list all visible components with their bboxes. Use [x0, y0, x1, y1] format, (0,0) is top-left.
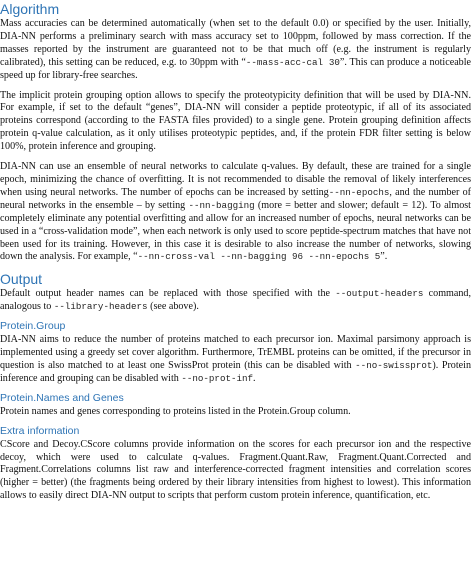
text-run: DIA-NN can use an ensemble of neural networks to calculate q-values. By default, these are trained for a single epoch, minimizing the chance of overfitting. It is not recommended to disable the removal of likely interferences when using neural networks. The number of epochs can be increased by setting [0, 161, 471, 198]
paragraph-neural-networks [0, 161, 471, 264]
text-run: ). Protein inference and grouping can be disabled with [0, 359, 471, 384]
paragraph-protein-names: Protein names and genes corresponding to proteins listed in the Protein.Group column. [0, 405, 351, 417]
text-run: command, analogous to [0, 288, 471, 313]
code-nn-bagging: --nn-bagging [188, 199, 255, 211]
paragraph-mass-accuracy [0, 18, 471, 83]
heading-extra-information: Extra information [0, 424, 80, 437]
paragraph-output-headers [0, 288, 471, 314]
code-no-prot-inf: --no-prot-inf [181, 372, 254, 384]
code-nn-cross-val: --nn-cross-val --nn-bagging 96 --nn-epochs 5 [137, 251, 381, 263]
text-run: . [253, 372, 256, 384]
text-run: Default output header names can be replaced with those specified with the [0, 288, 336, 300]
paragraph-extra-information: CScore and Decoy.CScore columns provide information on the scores for each precursor ion and the respective decoy, which were used to calculate q-values. Fragment.Quant.Raw, Fragment.Quant.Corrected and Fragment.Correlations columns list raw and interference-corrected fragment intensities and correlation scores (higher = better) (the fragments being ordered by their library intensities from highest to lowest). This information allows to easily direct DIA-NN output to scripts that perform custom protein inference, quantification, etc. [0, 438, 471, 502]
heading-protein-names: Protein.Names and Genes [0, 391, 124, 404]
heading-protein-group: Protein.Group [0, 320, 66, 333]
text-run: DIA-NN aims to reduce the number of proteins matched to each precursor ion. Maximal parsimony approach is implemented using a greedy set cover algorithm. Furthermore, TrEMBL proteins can be omitted, if the precursor in question is also matched to at least one SwissProt protein (this can be disabled with [0, 334, 471, 371]
text-run: , and the number of neural networks in the ensemble – by setting [0, 186, 471, 211]
code-no-swissprot: --no-swissprot [355, 359, 433, 371]
text-run: ”. This can produce a noticeable speed up for library-free searches. [0, 56, 472, 81]
text-run: (see above). [147, 301, 199, 313]
text-run: ”. [380, 251, 388, 263]
heading-algorithm: Algorithm [0, 1, 60, 17]
code-library-headers: --library-headers [53, 301, 148, 313]
paragraph-protein-grouping: The implicit protein grouping option allows to specify the proteotypicity definition that will be used by DIA-NN. For example, if set to the default “genes”, DIA-NN will consider a peptide proteotypic, if all of its associated proteins correspond (according to the FASTA files provided) to a single gene. Protein grouping definition affects protein q-value calculation, as it only utilises proteotypic peptides, and, if the protein FDR filter setting is below 100%, protein inference and grouping. [0, 89, 471, 153]
text-run: (more = better and slower; default = 12). To almost completely eliminate any potential overfitting and allow for an increased number of epochs, neural networks can be used in a “cross-validation mode”, when each network is only used to score peptide-spectrum matches that have not been used for its training. However, in this case it is desirable to also increase the number of networks, slowing down the analysis. For example, “ [0, 199, 471, 263]
code-mass-acc-cal: --mass-acc-cal 30 [245, 56, 340, 68]
text-run: Mass accuracies can be determined automatically (when set to the default 0.0) or specified by the user. Initially, DIA-NN performs a preliminary search with mass accuracy set to 100ppm, followed by mass correction. If the masses reported by the instrument are guaranteed not to be that much off (e.g. the instrument is regularly calibrated), this setting can be reduced, e.g. to 30ppm with “ [0, 18, 471, 68]
code-output-headers: --output-headers [335, 288, 424, 300]
paragraph-protein-group [0, 334, 471, 386]
code-nn-epochs: --nn-epochs [328, 186, 390, 198]
heading-output: Output [0, 271, 43, 288]
